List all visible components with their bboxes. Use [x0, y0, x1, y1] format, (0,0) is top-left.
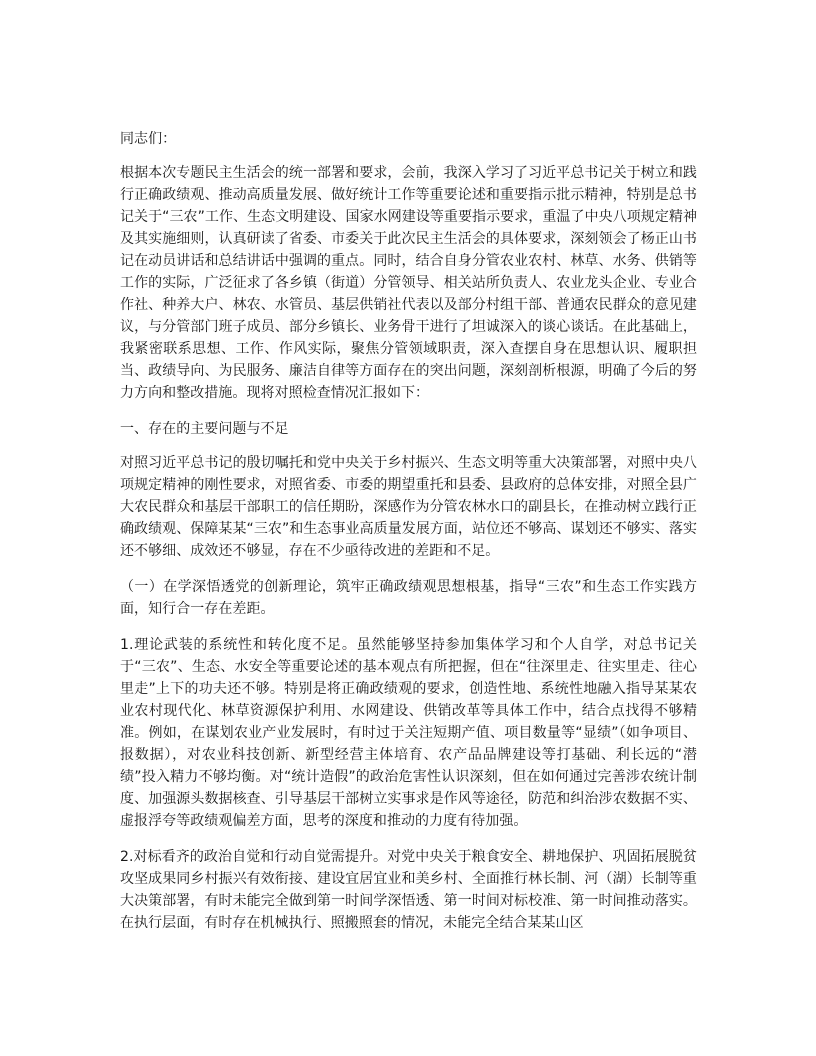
subsection-heading-theory: （一）在学深悟透党的创新理论，筑牢正确政绩观思想根基，指导“三农”和生态工作实践方面，知行合一存在差距。: [120, 579, 697, 617]
section-heading-problems: 一、存在的主要问题与不足: [120, 421, 289, 437]
intro-paragraph: 根据本次专题民主生活会的统一部署和要求，会前，我深入学习了习近平总书记关于树立和践行正确政绩观、推动高质量发展、做好统计工作等重要论述和重要指示批示精神，特别是总书记关于“三农”工作、生态文明建设、国家水网建设等重要指示要求，重温了中央八项规定精神及其实施细则，认真研读了省委、市委关于此次民主生活会的具体要求，深刻领会了杨正山书记在动员讲话和总结讲话中强调的重点。同时，结合自身分管农业农村、林草、水务、供销等工作的实际，广泛征求了各乡镇（街道）分管领导、相关站所负责人、农业龙头企业、专业合作社、种养大户、林农、水管员、基层供销社代表以及部分村组干部、普通农民群众的意见建议，与分管部门班子成员、部分乡镇长、业务骨干进行了坦诚深入的谈心谈话。在此基础上，我紧密联系思想、工作、作风实际，聚焦分管领域职责，深入查摆自身在思想认识、履职担当、政绩导向、为民服务、廉洁自律等方面存在的突出问题，深刻剖析根源，明确了今后的努力方向和整改措施。现将对照检查情况汇报如下：: [120, 165, 697, 401]
section-body-problems: 对照习近平总书记的殷切嘱托和党中央关于乡村振兴、生态文明等重大决策部署，对照中央八项规定精神的刚性要求，对照省委、市委的期望重托和县委、县政府的总体安排，对照全县广大农民群众和基层干部职工的信任期盼，深感作为分管农林水口的副县长，在推动树立践行正确政绩观、保障某某“三农”和生态事业高质量发展方面，站位还不够高、谋划还不够实、落实还不够细、成效还不够显，存在不少亟待改进的差距和不足。: [120, 455, 697, 559]
item-theory-arming: 1.理论武装的系统性和转化度不足。虽然能够坚持参加集体学习和个人自学，对总书记关于“三农”、生态、水安全等重要论述的基本观点有所把握，但在“往深里走、往实里走、往心里走”上下的功夫还不够。特别是将正确政绩观的要求，创造性地、系统性地融入指导某某农业农村现代化、林草资源保护利用、水网建设、供销改革等具体工作中，结合点找得不够精准。例如，在谋划农业产业发展时，有时过于关注短期产值、项目数量等“显绩”（如争项目、报数据），对农业科技创新、新型经营主体培育、农产品品牌建设等打基础、利长远的“潜绩”投入精力不够均衡。对“统计造假”的政治危害性认识深刻，但在如何通过完善涉农统计制度、加强源头数据核查、引导基层干部树立实事求是作风等途径，防范和纠治涉农数据不实、虚报浮夸等政绩观偏差方面，思考的深度和推动的力度有待加强。: [120, 637, 697, 829]
salutation: 同志们：: [120, 131, 177, 147]
item-political-consciousness: 2.对标看齐的政治自觉和行动自觉需提升。对党中央关于粮食安全、耕地保护、巩固拓展脱贫攻坚成果同乡村振兴有效衔接、建设宜居宜业和美乡村、全面推行林长制、河（湖）长制等重大决策部署，有时未能完全做到第一时间学深悟透、第一时间对标校准、第一时间推动落实。在执行层面，有时存在机械执行、照搬照套的情况，未能完全结合某某山区: [120, 849, 697, 931]
document-page: [120, 128, 697, 948]
